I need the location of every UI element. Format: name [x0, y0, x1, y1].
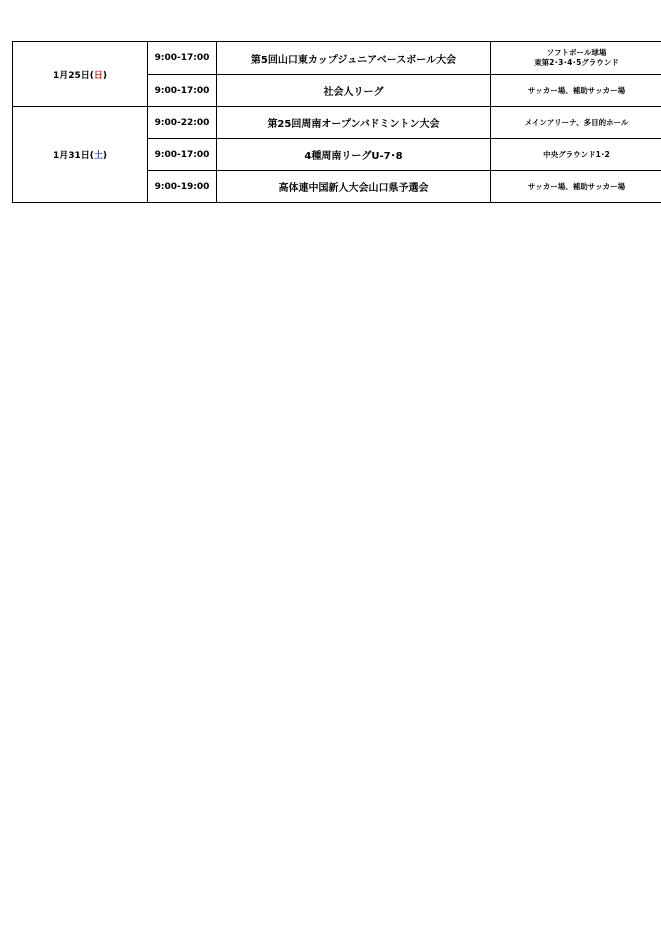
- weekday-open: (: [89, 70, 94, 81]
- weekday-saturday: 土: [93, 151, 103, 161]
- event-name-cell: 第25回周南オープンバドミントン大会: [217, 107, 491, 139]
- weekday-open: (: [89, 151, 94, 161]
- venue-line: ソフトボール球場: [546, 48, 607, 57]
- date-text: 1月31日: [52, 151, 90, 161]
- table-row: [13, 107, 661, 139]
- event-name-cell: 社会人リーグ: [217, 75, 491, 107]
- event-name-cell: 4種周南リーグU-7･8: [217, 139, 491, 171]
- time-cell: 9:00-17:00: [148, 75, 217, 107]
- event-name-cell: 高体連中国新人大会山口県予選会: [217, 171, 491, 203]
- time-cell: 9:00-17:00: [148, 139, 217, 171]
- venue-line: サッカー場、補助サッカー場: [527, 181, 626, 191]
- venue-cell: [491, 107, 661, 139]
- event-name-cell: 第5回山口東カップジュニアベースボール大会: [217, 42, 491, 75]
- venue-line: 東第2･3･4･5グラウンド: [534, 58, 619, 67]
- venue-line: メインアリーナ、多目的ホール: [524, 117, 629, 127]
- weekday-close: ): [102, 151, 108, 161]
- venue-cell: [491, 171, 661, 203]
- venue-cell: [491, 139, 661, 171]
- date-cell: [13, 42, 148, 107]
- date-text: 1月25日: [52, 70, 90, 81]
- schedule-table: [12, 41, 661, 203]
- time-cell: 9:00-19:00: [148, 171, 217, 203]
- venue-cell: [491, 42, 661, 75]
- weekday-sunday: 日: [93, 70, 103, 81]
- venue-line: 中央グラウンド1･2: [543, 149, 610, 159]
- venue-cell: [491, 75, 661, 107]
- time-cell: 9:00-22:00: [148, 107, 217, 139]
- date-cell: [13, 107, 148, 203]
- venue-line: サッカー場、補助サッカー場: [527, 85, 626, 95]
- table-row: [13, 42, 661, 75]
- time-cell: 9:00-17:00: [148, 42, 217, 75]
- weekday-close: ): [102, 70, 108, 81]
